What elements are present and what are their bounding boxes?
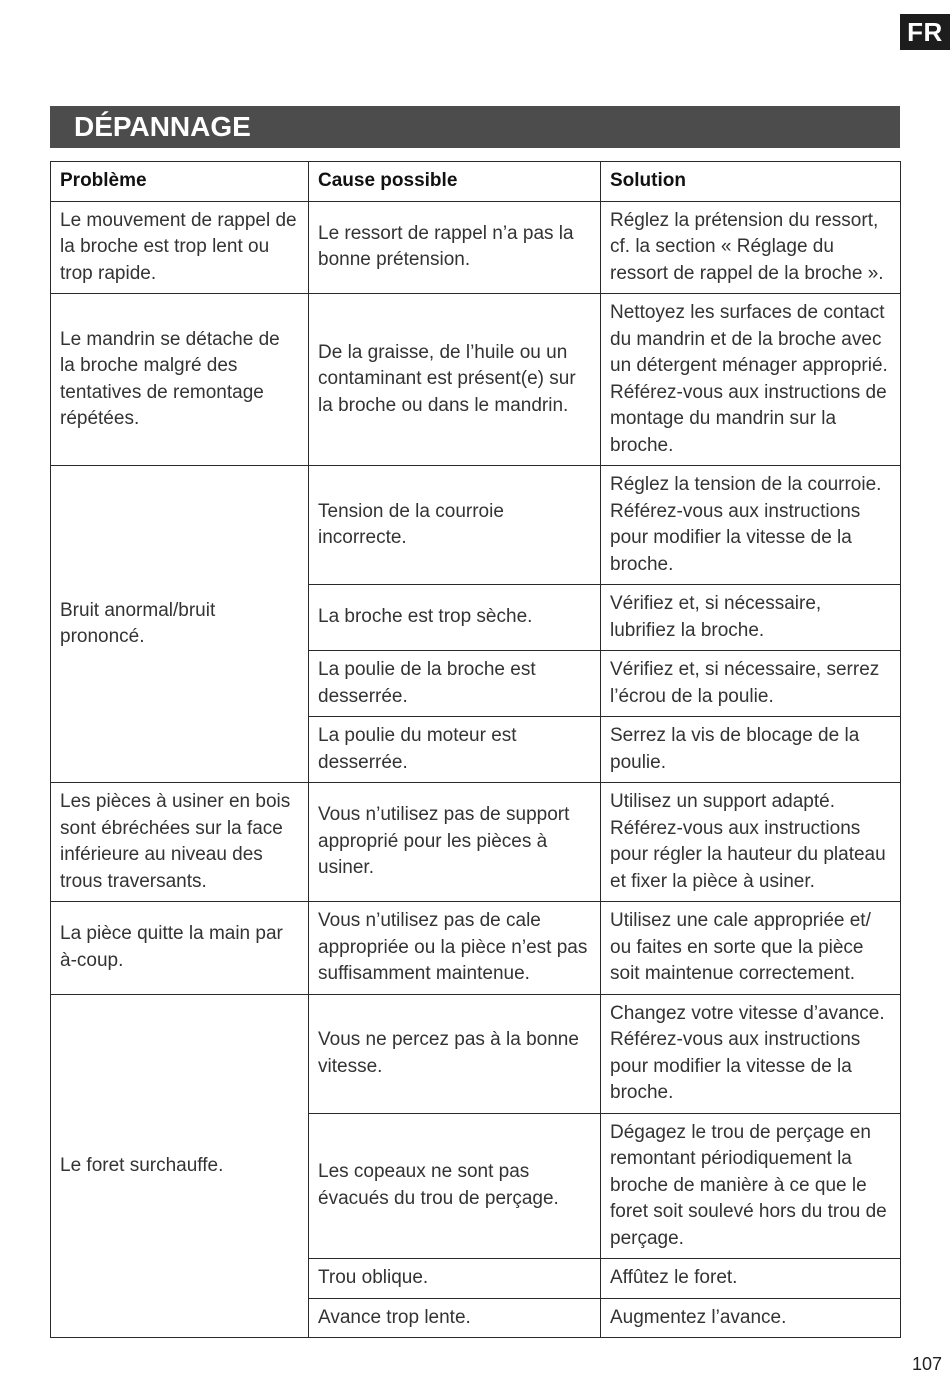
cause-cell: La broche est trop sèche. <box>309 585 601 651</box>
troubleshooting-table <box>50 161 901 1338</box>
cause-cell: Vous n’utilisez pas de support approprié pour les pièces à usiner. <box>309 783 601 902</box>
solution-cell: Dégagez le trou de perçage en remontant périodiquement la broche de manière à ce que le foret soit soulevé hors du trou de perçage. <box>601 1113 901 1259</box>
cause-cell: Le ressort de rappel n’a pas la bonne prétension. <box>309 201 601 294</box>
problem-cell: Le mandrin se détache de la broche malgré des tentatives de remontage répétées. <box>51 294 309 466</box>
table-row <box>51 466 901 585</box>
table-row <box>51 902 901 995</box>
solution-cell: Nettoyez les surfaces de contact du mandrin et de la broche avec un détergent ménager approprié. Référez-vous aux instructions de montage du mandrin sur la broche. <box>601 294 901 466</box>
column-header-cause: Cause possible <box>309 162 601 202</box>
cause-cell: Trou oblique. <box>309 1259 601 1299</box>
column-header-problem: Problème <box>51 162 309 202</box>
table-header-row <box>51 162 901 202</box>
solution-cell: Utilisez un support adapté. Référez-vous aux instructions pour régler la hauteur du plateau et fixer la pièce à usiner. <box>601 783 901 902</box>
cause-cell: Vous ne percez pas à la bonne vitesse. <box>309 994 601 1113</box>
solution-cell: Utilisez une cale appropriée et/ ou faites en sorte que la pièce soit maintenue correctement. <box>601 902 901 995</box>
problem-cell: La pièce quitte la main par à-coup. <box>51 902 309 995</box>
table-row <box>51 294 901 466</box>
problem-cell: Le mouvement de rappel de la broche est trop lent ou trop rapide. <box>51 201 309 294</box>
solution-cell: Vérifiez et, si nécessaire, serrez l’écrou de la poulie. <box>601 651 901 717</box>
solution-cell: Changez votre vitesse d’avance. Référez-vous aux instructions pour modifier la vitesse de la broche. <box>601 994 901 1113</box>
table-row <box>51 201 901 294</box>
table-row <box>51 994 901 1113</box>
solution-cell: Réglez la tension de la courroie. Référez-vous aux instructions pour modifier la vitesse de la broche. <box>601 466 901 585</box>
table-row <box>51 783 901 902</box>
solution-cell: Serrez la vis de blocage de la poulie. <box>601 717 901 783</box>
column-header-solution: Solution <box>601 162 901 202</box>
cause-cell: Vous n’utilisez pas de cale appropriée ou la pièce n’est pas suffisamment maintenue. <box>309 902 601 995</box>
section-title: DÉPANNAGE <box>50 106 900 148</box>
problem-cell: Le foret surchauffe. <box>51 994 309 1338</box>
solution-cell: Augmentez l’avance. <box>601 1298 901 1338</box>
solution-cell: Vérifiez et, si nécessaire, lubrifiez la broche. <box>601 585 901 651</box>
cause-cell: De la graisse, de l’huile ou un contaminant est présent(e) sur la broche ou dans le mandrin. <box>309 294 601 466</box>
cause-cell: Avance trop lente. <box>309 1298 601 1338</box>
problem-cell: Les pièces à usiner en bois sont ébréchées sur la face inférieure au niveau des trous traversants. <box>51 783 309 902</box>
problem-cell: Bruit anormal/bruit prononcé. <box>51 466 309 783</box>
solution-cell: Réglez la prétension du ressort, cf. la section « Réglage du ressort de rappel de la broche ». <box>601 201 901 294</box>
page-number: 107 <box>911 1354 942 1374</box>
language-tab: FR <box>900 14 950 50</box>
cause-cell: Tension de la courroie incorrecte. <box>309 466 601 585</box>
cause-cell: Les copeaux ne sont pas évacués du trou de perçage. <box>309 1113 601 1259</box>
cause-cell: La poulie de la broche est desserrée. <box>309 651 601 717</box>
solution-cell: Affûtez le foret. <box>601 1259 901 1299</box>
cause-cell: La poulie du moteur est desserrée. <box>309 717 601 783</box>
